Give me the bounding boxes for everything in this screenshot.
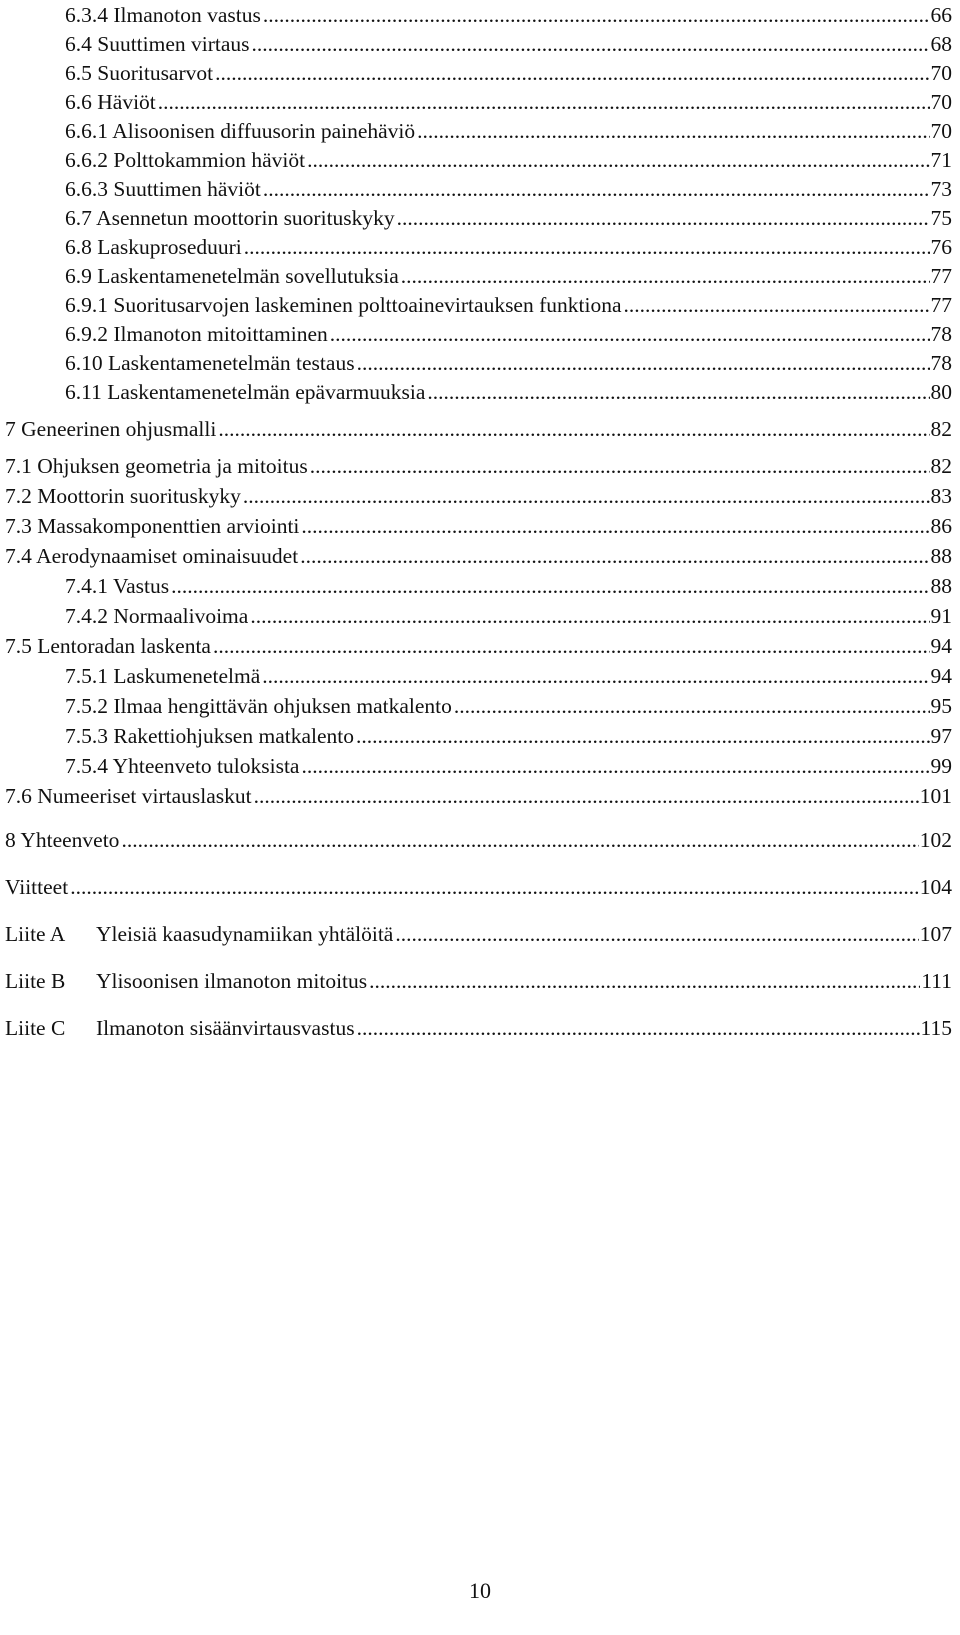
toc-entry[interactable]: [65, 145, 952, 175]
toc-entry[interactable]: [65, 691, 952, 721]
toc-entry[interactable]: [65, 87, 952, 117]
toc-entry-page: 104: [919, 875, 952, 899]
toc-entry-title: 7.5.2 Ilmaa hengittävän ohjuksen matkalento: [65, 694, 452, 718]
toc-entry-page: 71: [930, 148, 952, 172]
toc-entry-title: 6.6 Häviöt: [65, 90, 156, 114]
toc-entry-page: 76: [930, 235, 952, 259]
dot-leader: [395, 919, 918, 949]
dot-leader: [417, 116, 929, 146]
dot-leader: [263, 174, 930, 204]
toc-entry-page: 107: [919, 922, 952, 946]
toc-entry[interactable]: [65, 203, 952, 233]
toc-entry[interactable]: [5, 481, 952, 511]
toc-entry-title: 6.3.4 Ilmanoton vastus: [65, 3, 261, 27]
toc-entry[interactable]: [65, 751, 952, 781]
toc-entry-page: 77: [930, 264, 952, 288]
toc-entry-title: 6.9.1 Suoritusarvojen laskeminen polttoainevirtauksen funktiona: [65, 293, 622, 317]
appendix-id: Liite B: [5, 969, 66, 993]
dot-leader: [243, 481, 930, 511]
toc-entry-title: 7.1 Ohjuksen geometria ja mitoitus: [5, 454, 308, 478]
toc-entry-page: 94: [930, 634, 952, 658]
toc-entry-title: 6.10 Laskentamenetelmän testaus: [65, 351, 355, 375]
toc-entry-title: 6.4 Suuttimen virtaus: [65, 32, 250, 56]
toc-entry[interactable]: [5, 631, 952, 661]
appendix-id: Liite C: [5, 1016, 66, 1040]
toc-entry-title: 7.4.2 Normaalivoima: [65, 604, 249, 628]
toc-entry[interactable]: [65, 232, 952, 262]
toc-entry-title: 7 Geneerinen ohjusmalli: [5, 417, 217, 441]
toc-entry-title: 6.6.1 Alisoonisen diffuusorin painehäviö: [65, 119, 416, 143]
toc-entry-title: Ilmanoton sisäänvirtausvastus: [96, 1016, 355, 1040]
toc-entry[interactable]: [65, 174, 952, 204]
toc-entry-page: 88: [930, 544, 952, 568]
toc-entry[interactable]: [65, 261, 952, 291]
toc-entry-title: 7.5.4 Yhteenveto tuloksista: [65, 754, 300, 778]
dot-leader: [215, 58, 929, 88]
dot-leader: [356, 721, 929, 751]
toc-entry-title: 6.6.3 Suuttimen häviöt: [65, 177, 261, 201]
toc-entry[interactable]: [65, 377, 952, 407]
toc-entry-title: 7.4 Aerodynaamiset ominaisuudet: [5, 544, 299, 568]
toc-entry-title: 6.8 Laskuproseduuri: [65, 235, 242, 259]
dot-leader: [397, 203, 930, 233]
toc-entry-page: 73: [930, 177, 952, 201]
appendix-id: Liite A: [5, 922, 66, 946]
toc-entry-appendix[interactable]: [5, 1013, 952, 1043]
toc-entry-page: 82: [930, 417, 952, 441]
dot-leader: [300, 541, 929, 571]
toc-entry-title: 6.7 Asennetun moottorin suorituskyky: [65, 206, 395, 230]
dot-leader: [357, 348, 930, 378]
dot-leader: [401, 261, 930, 291]
toc-entry-title: 6.5 Suoritusarvot: [65, 61, 214, 85]
toc-entry[interactable]: [5, 451, 952, 481]
toc-entry[interactable]: [65, 571, 952, 601]
toc-entry[interactable]: [65, 721, 952, 751]
toc-entry[interactable]: [65, 116, 952, 146]
toc-entry[interactable]: [5, 511, 952, 541]
toc-entry-page: 82: [930, 454, 952, 478]
toc-entry-appendix[interactable]: [5, 919, 952, 949]
toc-entry-page: 86: [930, 514, 952, 538]
toc-entry-title: 8 Yhteenveto: [5, 828, 120, 852]
dot-leader: [624, 290, 930, 320]
toc-entry-title: 7.5.1 Laskumenetelmä: [65, 664, 261, 688]
toc-entry[interactable]: [65, 58, 952, 88]
dot-leader: [262, 661, 929, 691]
dot-leader: [330, 319, 930, 349]
dot-leader: [307, 145, 929, 175]
toc-entry-page: 66: [930, 3, 952, 27]
toc-entry[interactable]: [5, 781, 952, 811]
toc-entry-page: 78: [930, 351, 952, 375]
dot-leader: [244, 232, 930, 262]
toc-entry-page: 70: [930, 119, 952, 143]
dot-leader: [301, 751, 929, 781]
toc-entry[interactable]: [65, 661, 952, 691]
toc-entry-title: 6.11 Laskentamenetelmän epävarmuuksia: [65, 380, 426, 404]
toc-entry-page: 75: [930, 206, 952, 230]
toc-entry[interactable]: [65, 290, 952, 320]
toc-entry[interactable]: [65, 348, 952, 378]
toc-entry-page: 91: [930, 604, 952, 628]
toc-entry[interactable]: [65, 319, 952, 349]
dot-leader: [121, 825, 918, 855]
toc-entry-page: 78: [930, 322, 952, 346]
toc-entry-page: 94: [930, 664, 952, 688]
toc-entry-title: Yleisiä kaasudynamiikan yhtälöitä: [96, 922, 394, 946]
toc-entry-page: 83: [930, 484, 952, 508]
toc-entry[interactable]: [65, 601, 952, 631]
toc-entry-title: 7.3 Massakomponenttien arviointi: [5, 514, 300, 538]
dot-leader: [369, 966, 920, 996]
toc-entry-page: 111: [921, 969, 952, 993]
toc-entry-page: 68: [930, 32, 952, 56]
toc-entry-page: 102: [919, 828, 952, 852]
dot-leader: [254, 781, 919, 811]
dot-leader: [158, 87, 930, 117]
dot-leader: [357, 1013, 920, 1043]
dot-leader: [252, 29, 930, 59]
dot-leader: [454, 691, 930, 721]
toc-entry-page: 115: [920, 1016, 952, 1040]
toc-entry-page: 97: [930, 724, 952, 748]
toc-entry-title: Viitteet: [5, 875, 69, 899]
toc-entry-page: 70: [930, 90, 952, 114]
toc-entry[interactable]: [5, 825, 952, 855]
toc-entry[interactable]: [65, 0, 952, 30]
toc-entry-title: 7.6 Numeeriset virtauslaskut: [5, 784, 252, 808]
toc-entry-title: 7.5.3 Rakettiohjuksen matkalento: [65, 724, 355, 748]
dot-leader: [301, 511, 929, 541]
toc-entry-title: Ylisoonisen ilmanoton mitoitus: [96, 969, 368, 993]
toc-entry-page: 77: [930, 293, 952, 317]
dot-leader: [310, 451, 930, 481]
dot-leader: [250, 601, 929, 631]
toc-entry-page: 80: [930, 380, 952, 404]
toc-entry-page: 88: [930, 574, 952, 598]
toc-entry-title: 7.5 Lentoradan laskenta: [5, 634, 211, 658]
toc-entry-title: 7.4.1 Vastus: [65, 574, 170, 598]
toc-entry-title: 7.2 Moottorin suorituskyky: [5, 484, 241, 508]
dot-leader: [427, 377, 929, 407]
toc-entry-title: 6.6.2 Polttokammion häviöt: [65, 148, 306, 172]
toc-entry[interactable]: [5, 541, 952, 571]
toc-entry-title: 6.9.2 Ilmanoton mitoittaminen: [65, 322, 328, 346]
toc-entry-title: 6.9 Laskentamenetelmän sovellutuksia: [65, 264, 399, 288]
dot-leader: [70, 872, 919, 902]
dot-leader: [263, 0, 930, 30]
toc-entry-page: 70: [930, 61, 952, 85]
dot-leader: [213, 631, 930, 661]
toc-entry-page: 95: [930, 694, 952, 718]
toc-entry[interactable]: [5, 872, 952, 902]
dot-leader: [171, 571, 929, 601]
page-number: 10: [469, 1578, 491, 1603]
dot-leader: [218, 414, 929, 444]
toc-entry[interactable]: [65, 29, 952, 59]
toc-entry[interactable]: [5, 414, 952, 444]
toc-entry-page: 101: [919, 784, 952, 808]
toc-entry-appendix[interactable]: [5, 966, 952, 996]
toc-entry-page: 99: [930, 754, 952, 778]
